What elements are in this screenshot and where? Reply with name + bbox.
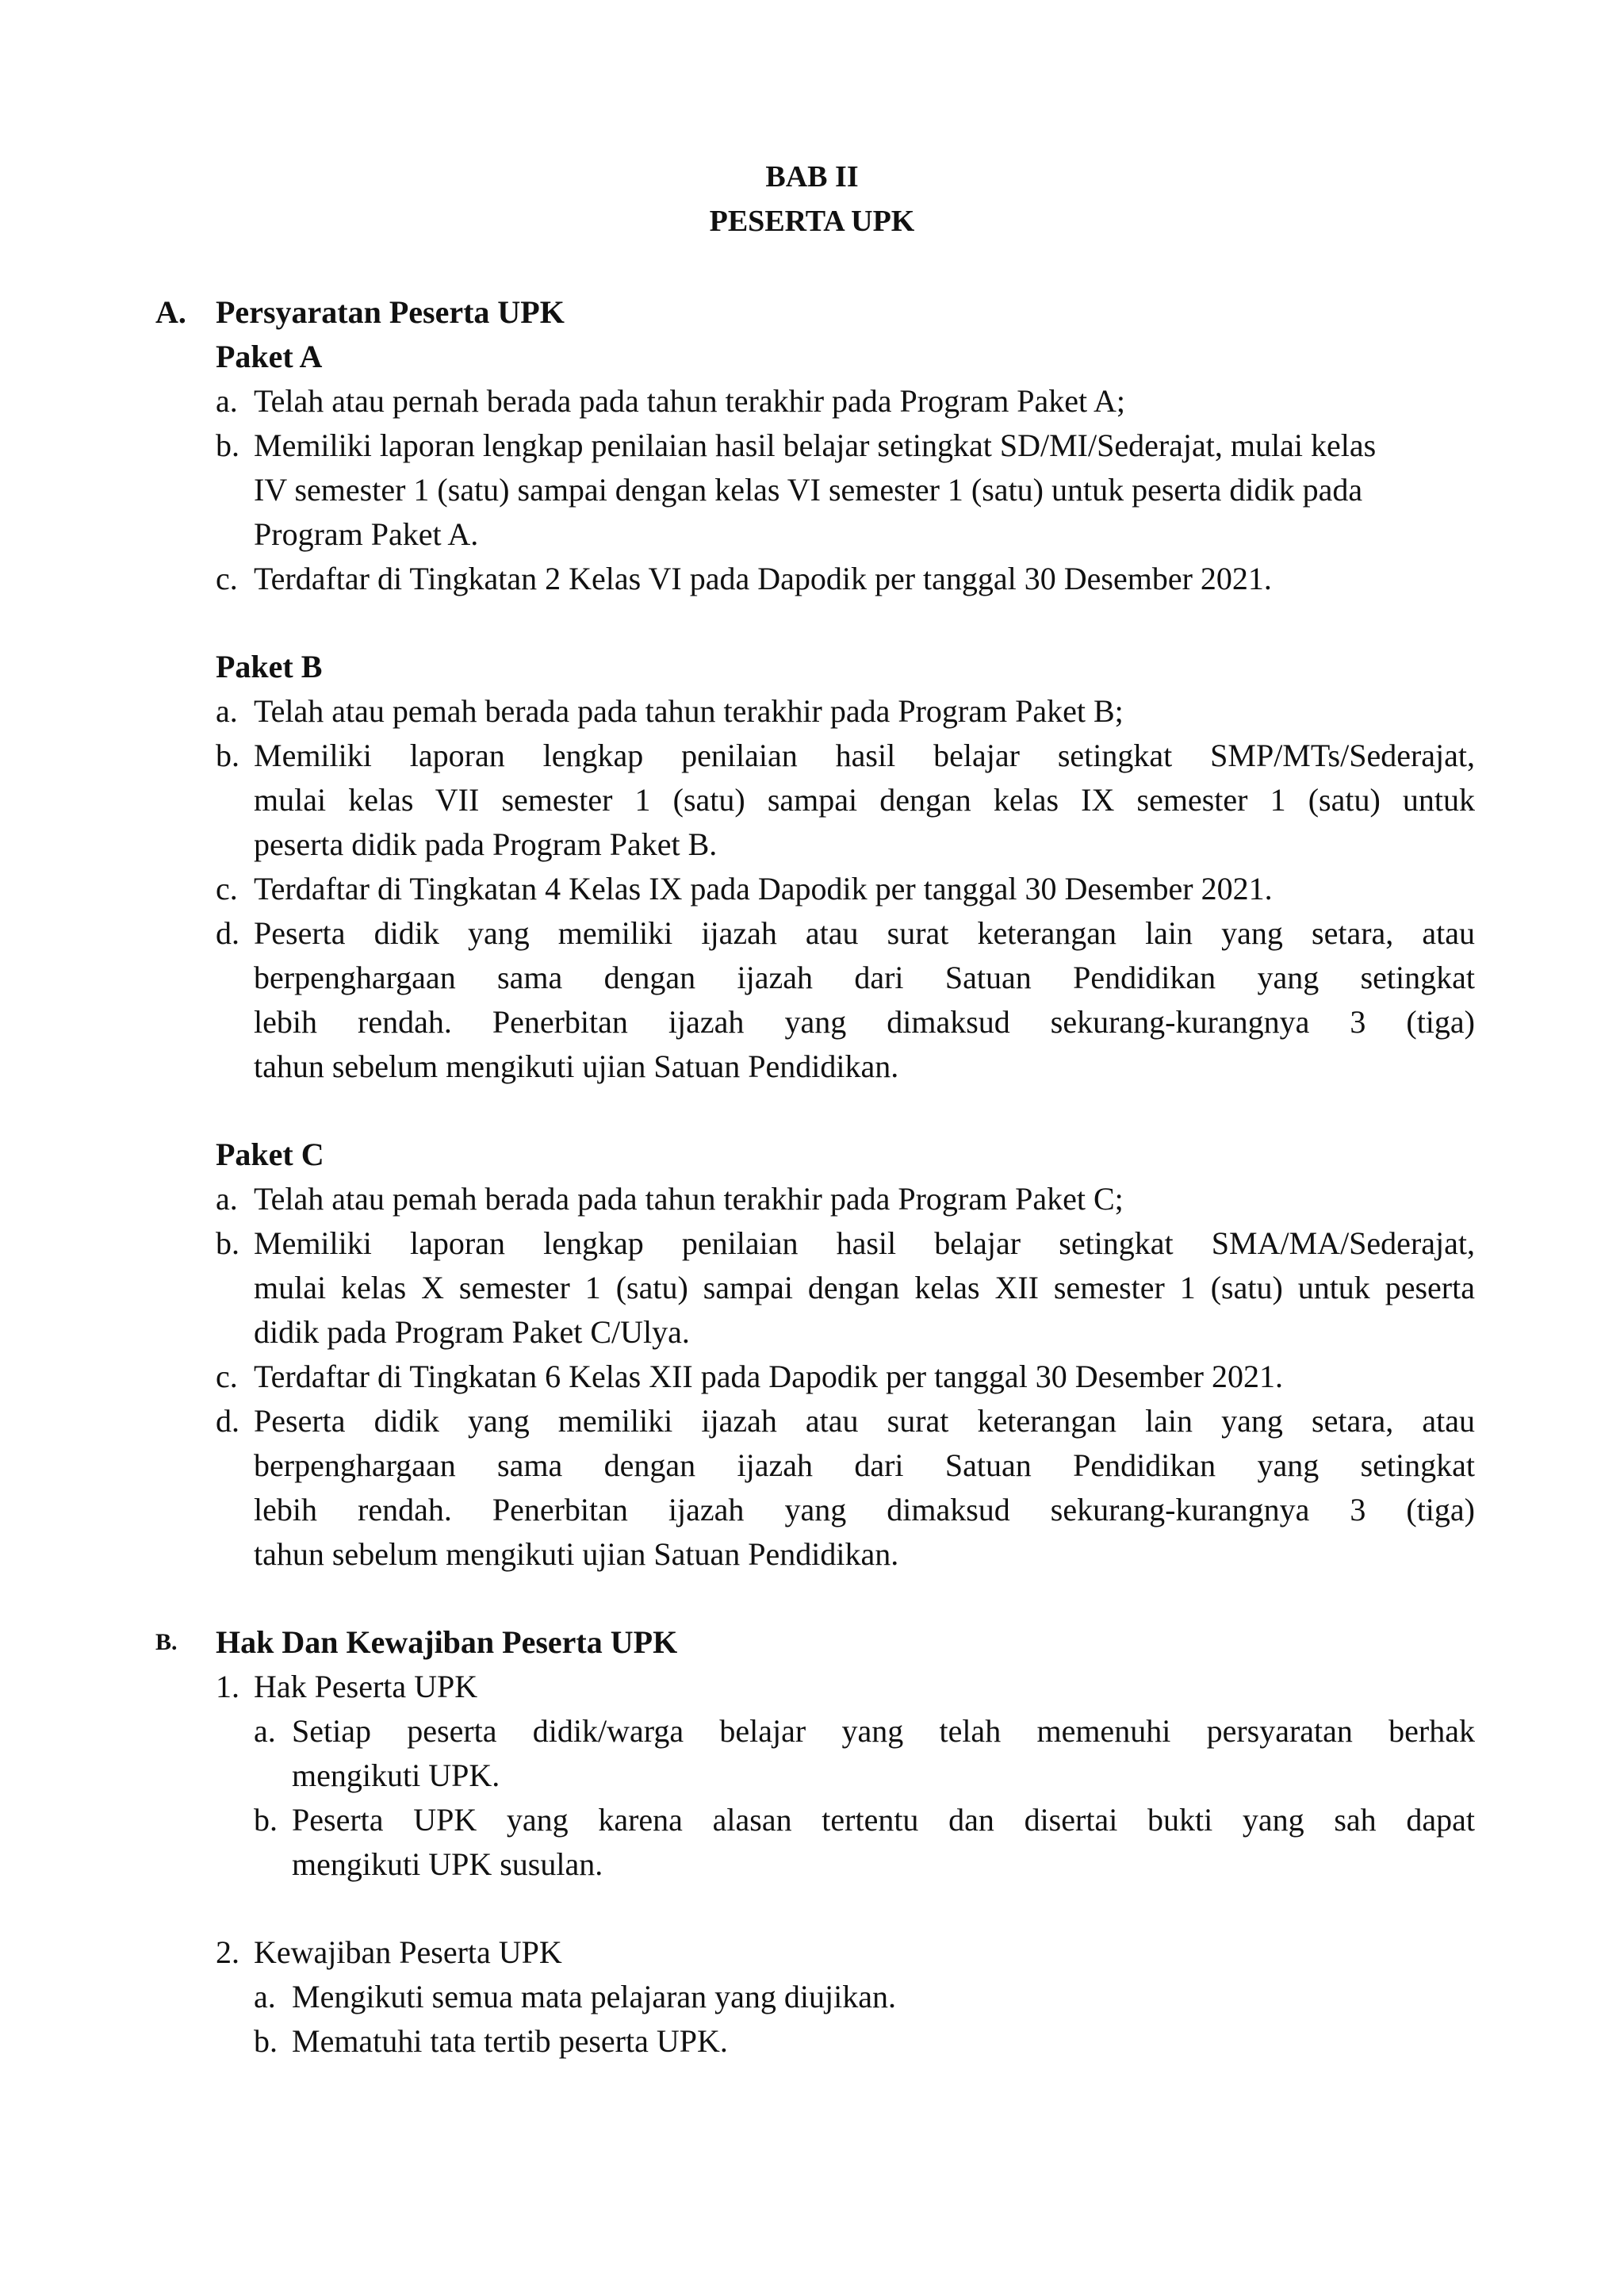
list-item-text: tahun sebelum mengikuti ujian Satuan Pendidikan.: [254, 1048, 899, 1084]
list-item-text: Peserta didik yang memiliki ijazah atau surat keterangan lain yang setara, atau: [254, 915, 1475, 951]
section-a-marker: A.: [155, 294, 186, 330]
chapter-title: PESERTA UPK: [709, 205, 915, 238]
list-item-text: didik pada Program Paket C/Ulya.: [254, 1314, 690, 1350]
list-item-text: Program Paket A.: [254, 516, 479, 552]
list-marker: a.: [254, 1979, 276, 2014]
list-item-text: peserta didik pada Program Paket B.: [254, 826, 718, 862]
list-item-text: Telah atau pemah berada pada tahun terakhir pada Program Paket B;: [254, 693, 1124, 729]
list-marker: a.: [254, 1713, 276, 1749]
list-marker: a.: [216, 383, 238, 419]
list-marker: d.: [216, 915, 239, 951]
list-item-text: Peserta didik yang memiliki ijazah atau surat keterangan lain yang setara, atau: [254, 1403, 1475, 1439]
list-item-text: Mengikuti semua mata pelajaran yang diujikan.: [292, 1979, 896, 2014]
list-item-text: mengikuti UPK.: [292, 1757, 500, 1793]
paket-c-title: Paket C: [216, 1137, 324, 1172]
list-marker: b.: [216, 738, 239, 773]
list-item-text: Memiliki laporan lengkap penilaian hasil belajar setingkat SMA/MA/Sederajat,: [254, 1225, 1475, 1261]
list-item-text: lebih rendah. Penerbitan ijazah yang dimaksud sekurang-kurangnya 3 (tiga): [254, 1004, 1475, 1040]
paket-a-title: Paket A: [216, 339, 323, 374]
list-item-text: Memiliki laporan lengkap penilaian hasil belajar setingkat SD/MI/Sederajat, mulai kelas: [254, 427, 1377, 463]
list-item-text: Mematuhi tata tertib peserta UPK.: [292, 2023, 728, 2059]
list-marker: 1.: [216, 1669, 239, 1704]
list-item-text: berpenghargaan sama dengan ijazah dari Satuan Pendidikan yang setingkat: [254, 960, 1475, 995]
list-item-text: Memiliki laporan lengkap penilaian hasil belajar setingkat SMP/MTs/Sederajat,: [254, 738, 1475, 773]
list-item-text: Telah atau pemah berada pada tahun terakhir pada Program Paket C;: [254, 1181, 1124, 1217]
list-item-text: lebih rendah. Penerbitan ijazah yang dimaksud sekurang-kurangnya 3 (tiga): [254, 1492, 1475, 1527]
list-marker: b.: [216, 427, 239, 463]
list-marker: d.: [216, 1403, 239, 1439]
kewajiban-title: Kewajiban Peserta UPK: [254, 1934, 562, 1970]
section-a-title: Persyaratan Peserta UPK: [216, 294, 565, 330]
list-item-text: berpenghargaan sama dengan ijazah dari Satuan Pendidikan yang setingkat: [254, 1447, 1475, 1483]
list-item-text: mengikuti UPK susulan.: [292, 1846, 603, 1882]
list-marker: c.: [216, 871, 238, 907]
list-item-text: Peserta UPK yang karena alasan tertentu dan disertai bukti yang sah dapat: [292, 1802, 1475, 1838]
list-item-text: Terdaftar di Tingkatan 4 Kelas IX pada Dapodik per tanggal 30 Desember 2021.: [254, 871, 1273, 907]
list-marker: b.: [254, 1802, 278, 1838]
paket-b-title: Paket B: [216, 649, 323, 684]
list-item-text: Setiap peserta didik/warga belajar yang telah memenuhi persyaratan berhak: [292, 1713, 1475, 1749]
list-marker: a.: [216, 1181, 238, 1217]
list-item-text: tahun sebelum mengikuti ujian Satuan Pendidikan.: [254, 1536, 899, 1572]
list-item-text: mulai kelas VII semester 1 (satu) sampai dengan kelas IX semester 1 (satu) untuk: [254, 782, 1475, 818]
list-marker: c.: [216, 561, 238, 596]
list-item-text: Terdaftar di Tingkatan 6 Kelas XII pada Dapodik per tanggal 30 Desember 2021.: [254, 1359, 1283, 1394]
list-item-text: mulai kelas X semester 1 (satu) sampai dengan kelas XII semester 1 (satu) untuk peserta: [254, 1270, 1475, 1305]
list-marker: b.: [216, 1225, 239, 1261]
list-item-text: IV semester 1 (satu) sampai dengan kelas VI semester 1 (satu) untuk peserta didik pada: [254, 472, 1363, 508]
list-marker: a.: [216, 693, 238, 729]
section-b-title: Hak Dan Kewajiban Peserta UPK: [216, 1624, 678, 1660]
chapter-number: BAB II: [765, 160, 859, 194]
list-item-text: Terdaftar di Tingkatan 2 Kelas VI pada Dapodik per tanggal 30 Desember 2021.: [254, 561, 1272, 596]
section-b-marker: B.: [155, 1629, 178, 1655]
list-marker: 2.: [216, 1934, 239, 1970]
hak-title: Hak Peserta UPK: [254, 1669, 478, 1704]
list-item-text: Telah atau pernah berada pada tahun terakhir pada Program Paket A;: [254, 383, 1125, 419]
list-marker: c.: [216, 1359, 238, 1394]
list-marker: b.: [254, 2023, 278, 2059]
